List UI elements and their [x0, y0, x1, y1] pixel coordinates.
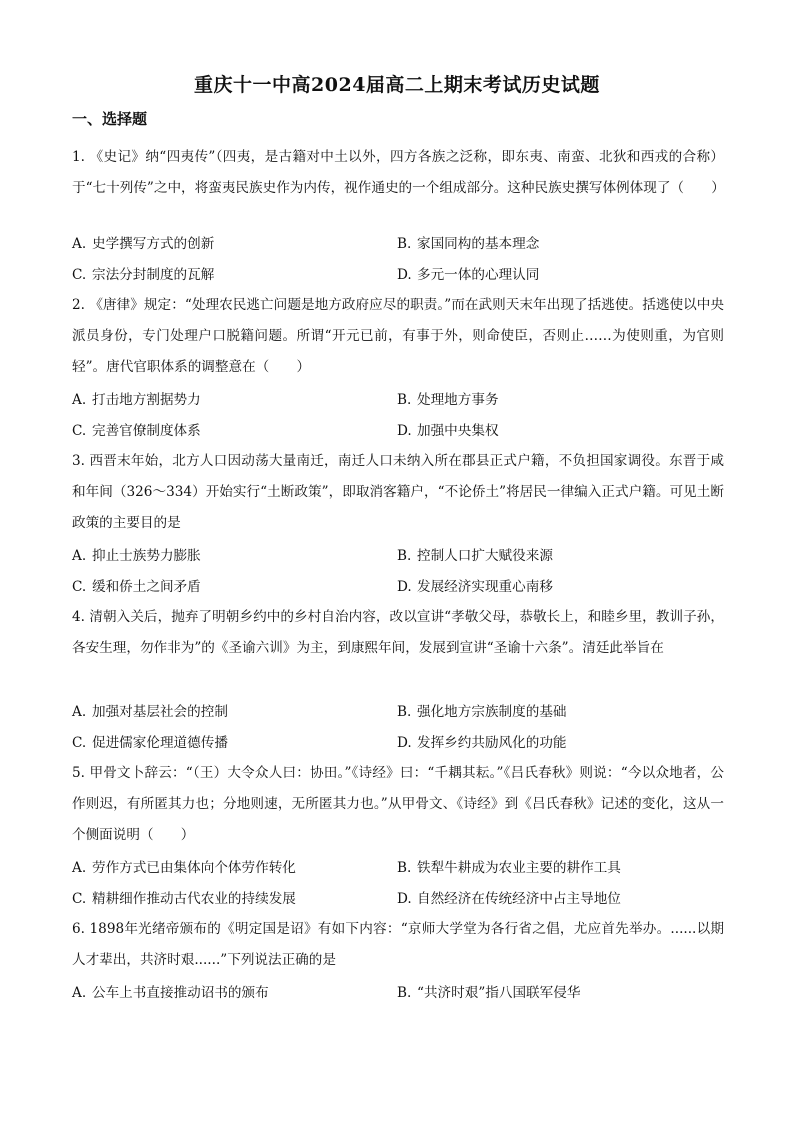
question-3-option-c[interactable] [72, 577, 201, 597]
question-4-option-c[interactable] [72, 733, 228, 753]
option-text: 强化地方宗族制度的基础 [417, 704, 567, 720]
question-6-option-b[interactable] [397, 983, 580, 1003]
page-title: 重庆十一中高2024届高二上期末考试历史试题 [194, 74, 600, 96]
option-text: 抑止士族势力膨胀 [92, 548, 201, 564]
question-4-option-d[interactable] [397, 733, 567, 753]
option-letter: D. [397, 423, 412, 439]
question-2-stem: 2. 《唐律》规定：“处理农民逃亡问题是地方政府应尽的职责。”而在武则天末年出现了括逃使。括逃使以中央派员身份，专门处理户口脱籍问题。所谓“开元已前，有事于外，则命使臣，否则止……为使则重，为官则轻”。唐代官职体系的调整意在（ ） [72, 297, 724, 375]
option-letter: A. [72, 548, 87, 564]
question-4-stem: 4. 清朝入关后，抛弃了明朝乡约中的乡村自治内容，改以宣讲“孝敬父母，恭敬长上，和睦乡里，教训子孙，各安生理，勿作非为”的《圣谕六训》为主，到康熙年间，发展到宣讲“圣谕十六条”。清廷此举旨在 [72, 609, 724, 656]
option-letter: A. [72, 985, 87, 1001]
question-5-option-b[interactable] [397, 858, 621, 878]
option-text: 多元一体的心理认同 [417, 267, 540, 283]
option-text: 缓和侨土之间矛盾 [92, 579, 201, 595]
option-text: 发挥乡约共励风化的功能 [417, 735, 567, 751]
question-2-option-a[interactable] [72, 390, 201, 410]
question-5-stem: 5. 甲骨文卜辞云：“（王）大令众人曰：协田。”《诗经》曰：“千耦其耘。”《吕氏春秋》则说：“今以众地者，公作则迟，有所匿其力也；分地则速，无所匿其力也。”从甲骨文、《诗经》到《吕氏春秋》记述的变化，这从一个侧面说明（ ） [72, 765, 724, 843]
option-text: 宗法分封制度的瓦解 [92, 267, 215, 283]
question-1-stem: 1. 《史记》纳“四夷传”（四夷，是古籍对中土以外，四方各族之泛称，即东夷、南蛮、北狄和西戎的合称）于“七十列传”之中，将蛮夷民族史作为内传，视作通史的一个组成部分。这种民族史撰写体例体现了（ ） [72, 149, 725, 196]
question-2-option-c[interactable] [72, 421, 201, 441]
question-3-option-d[interactable] [397, 577, 553, 597]
question-1-option-d[interactable] [397, 265, 539, 285]
option-text: 精耕细作推动古代农业的持续发展 [92, 891, 296, 907]
option-text: 加强中央集权 [417, 423, 499, 439]
option-letter: A. [72, 704, 87, 720]
option-text: 处理地方事务 [417, 392, 499, 408]
question-6-stem: 6. 1898年光绪帝颁布的《明定国是诏》有如下内容：“京师大学堂为各行省之倡，尤应首先举办。......以期人才辈出，共济时艰......”下列说法正确的是 [72, 921, 724, 968]
question-1-option-c[interactable] [72, 265, 214, 285]
option-letter: A. [72, 236, 87, 252]
option-text: 家国同构的基本理念 [417, 236, 540, 252]
option-text: 控制人口扩大赋役来源 [417, 548, 553, 564]
option-letter: C. [72, 735, 87, 751]
option-text: “共济时艰”指八国联军侵华 [417, 985, 581, 1001]
question-5-option-a[interactable] [72, 858, 296, 878]
option-text: 发展经济实现重心南移 [417, 579, 553, 595]
question-4-option-a[interactable] [72, 702, 228, 722]
question-6-option-a[interactable] [72, 983, 269, 1003]
option-letter: B. [397, 704, 412, 720]
option-text: 自然经济在传统经济中占主导地位 [417, 891, 621, 907]
question-5-option-c[interactable] [72, 889, 296, 909]
option-letter: D. [397, 579, 412, 595]
option-letter: B. [397, 860, 412, 876]
question-3-option-b[interactable] [397, 546, 553, 566]
option-text: 史学撰写方式的创新 [92, 236, 215, 252]
question-4-option-b[interactable] [397, 702, 567, 722]
option-letter: B. [397, 548, 412, 564]
question-2-option-b[interactable] [397, 390, 499, 410]
option-text: 劳作方式已由集体向个体劳作转化 [92, 860, 296, 876]
option-letter: C. [72, 891, 87, 907]
option-letter: C. [72, 579, 87, 595]
question-3-stem: 3. 西晋末年始，北方人口因动荡大量南迁，南迁人口未纳入所在郡县正式户籍，不负担国家调役。东晋于咸和年间（326～334）开始实行“土断政策”，即取消客籍户，“不论侨土”将居民一律编入正式户籍。可见土断政策的主要目的是 [72, 453, 724, 531]
option-letter: D. [397, 735, 412, 751]
option-letter: A. [72, 392, 87, 408]
option-letter: B. [397, 985, 412, 1001]
option-text: 促进儒家伦理道德传播 [92, 735, 228, 751]
option-letter: C. [72, 423, 87, 439]
question-1-option-a[interactable] [72, 234, 214, 254]
option-letter: B. [397, 236, 412, 252]
question-1-option-b[interactable] [397, 234, 539, 254]
question-3-option-a[interactable] [72, 546, 201, 566]
option-text: 打击地方割据势力 [92, 392, 201, 408]
option-letter: B. [397, 392, 412, 408]
question-2-option-d[interactable] [397, 421, 499, 441]
option-text: 加强对基层社会的控制 [92, 704, 228, 720]
option-letter: A. [72, 860, 87, 876]
question-5-option-d[interactable] [397, 889, 621, 909]
option-letter: D. [397, 891, 412, 907]
option-text: 完善官僚制度体系 [92, 423, 201, 439]
option-text: 铁犁牛耕成为农业主要的耕作工具 [417, 860, 621, 876]
option-letter: D. [397, 267, 412, 283]
option-text: 公车上书直接推动诏书的颁布 [92, 985, 269, 1001]
section-heading: 一、选择题 [72, 110, 148, 128]
option-letter: C. [72, 267, 87, 283]
